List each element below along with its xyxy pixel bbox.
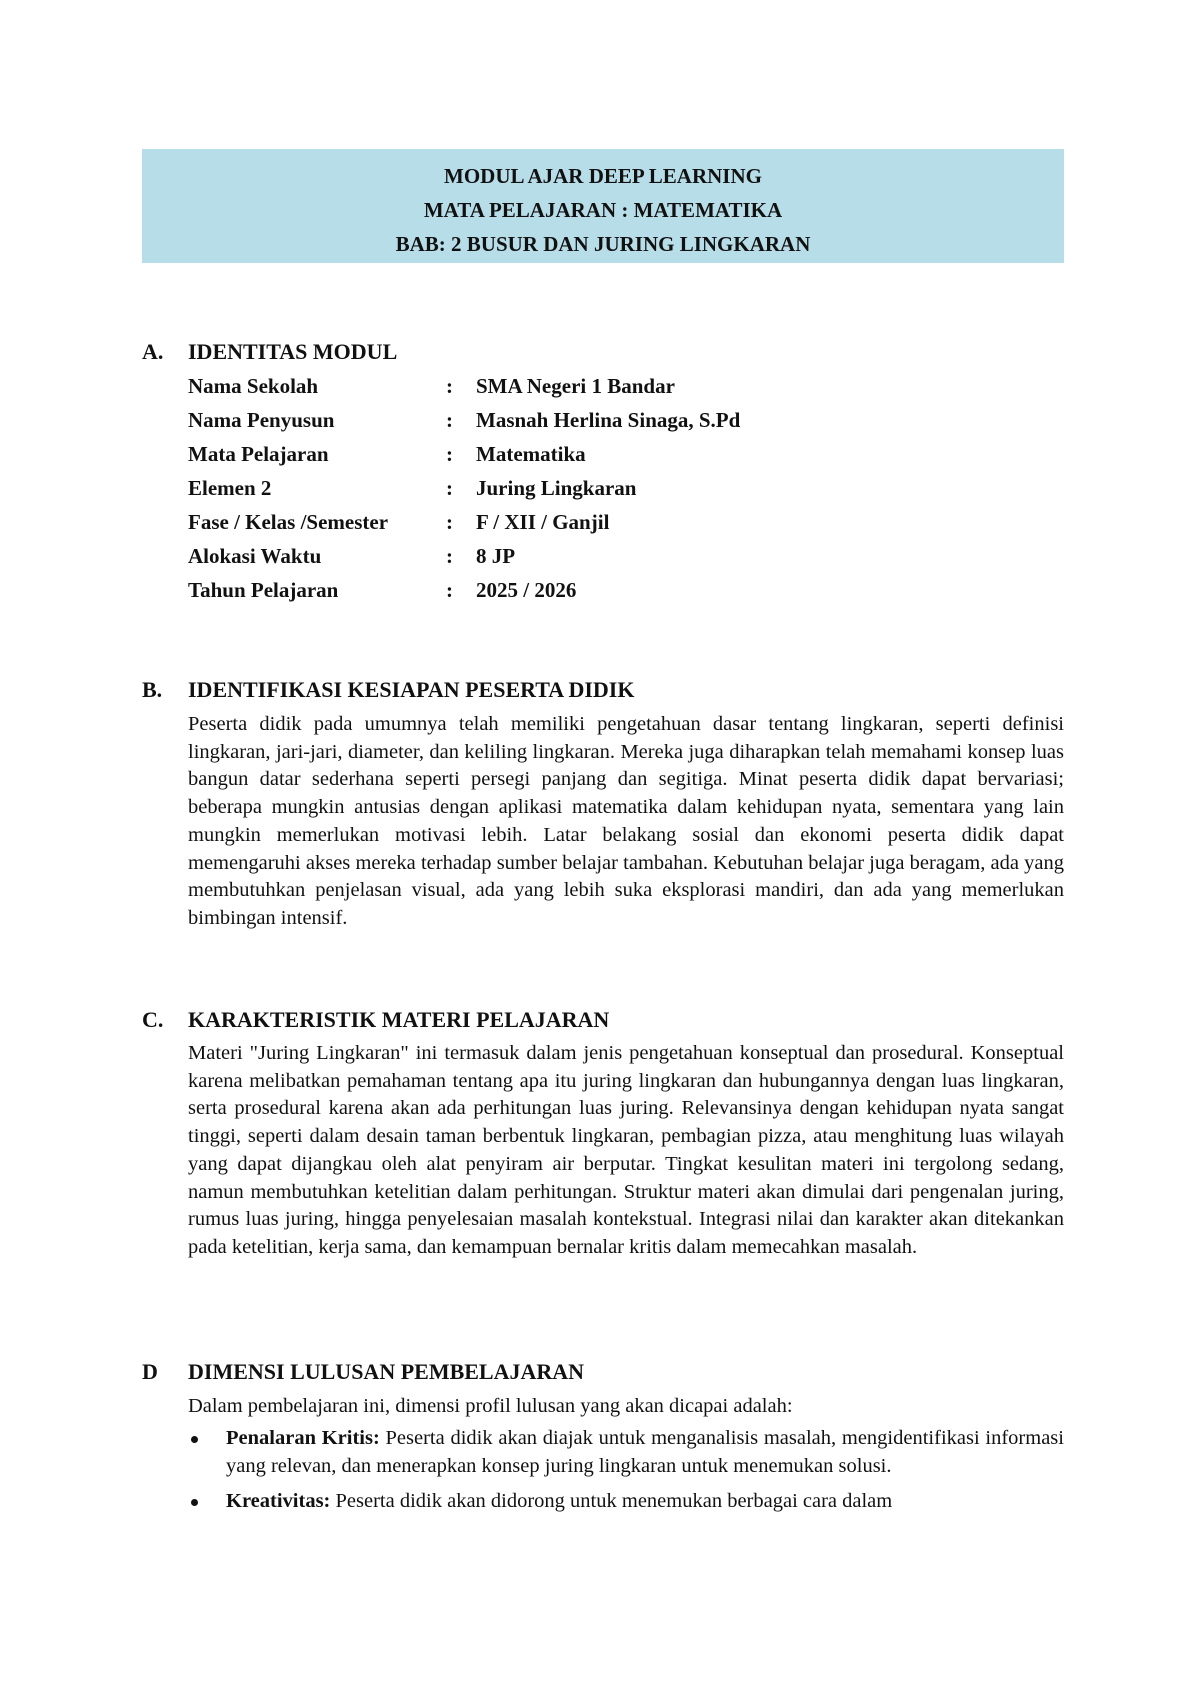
title-line-2: MATA PELAJARAN : MATEMATIKA	[423, 198, 783, 222]
section-a-heading	[142, 337, 397, 367]
module-title-banner	[142, 149, 1064, 263]
identity-row	[188, 369, 740, 403]
dimension-description: Peserta didik akan didorong untuk menemukan berbagai cara dalam	[330, 1490, 893, 1513]
section-b-letter: B.	[142, 677, 163, 702]
identity-colon: :	[446, 510, 453, 534]
identity-label: Elemen 2	[188, 476, 272, 500]
section-c-title: KARAKTERISTIK MATERI PELAJARAN	[188, 1007, 610, 1032]
section-c-paragraph: Materi "Juring Lingkaran" ini termasuk dalam jenis pengetahuan konseptual dan prosedural. Konseptual karena melibatkan pemahaman tentang apa itu juring lingkaran dan hubungannya dengan luas lingkaran, serta prosedural karena akan ada perhitungan luas juring. Relevansinya dengan kehidupan nyata sangat tinggi, seperti dalam desain taman berbentuk lingkaran, pembagian pizza, atau menghitung luas wilayah yang dapat dijangkau oleh alat penyiram air berputar. Tingkat kesulitan materi ini tergolong sedang, namun membutuhkan ketelitian dalam perhitungan. Struktur materi akan dimulai dari pengenalan juring, rumus luas juring, hingga penyelesaian masalah kontekstual. Integrasi nilai dan karakter akan ditekankan pada ketelitian, kerja sama, dan kemampuan bernalar kritis dalam memecahkan masalah.	[188, 1042, 1064, 1258]
section-a-title: IDENTITAS MODUL	[188, 339, 398, 364]
identity-value: 8 JP	[476, 544, 516, 568]
section-d-letter: D	[142, 1359, 158, 1384]
identity-colon: :	[446, 476, 453, 500]
identity-colon: :	[446, 374, 453, 398]
identity-label: Alokasi Waktu	[188, 544, 322, 568]
identity-label: Fase / Kelas /Semester	[188, 510, 389, 534]
identity-value: Masnah Herlina Sinaga, S.Pd	[476, 408, 741, 432]
section-c-heading	[142, 1005, 609, 1035]
section-d-title: DIMENSI LULUSAN PEMBELAJARAN	[188, 1359, 585, 1384]
bullet-icon	[191, 1436, 198, 1443]
identity-row	[188, 539, 740, 573]
identity-value: SMA Negeri 1 Bandar	[476, 374, 675, 398]
identity-row	[188, 403, 740, 437]
dimension-term: Penalaran Kritis:	[226, 1427, 380, 1449]
identity-value: 2025 / 2026	[476, 578, 577, 602]
identity-row	[188, 505, 740, 539]
identity-row	[188, 471, 740, 505]
section-b-paragraph: Peserta didik pada umumnya telah memiliki pengetahuan dasar tentang lingkaran, seperti definisi lingkaran, jari-jari, diameter, dan keliling lingkaran. Mereka juga diharapkan telah memahami konsep luas bangun datar sederhana seperti persegi panjang dan segitiga. Minat peserta didik dapat bervariasi; beberapa mungkin antusias dengan aplikasi matematika dalam kehidupan nyata, sementara yang lain mungkin memerlukan motivasi lebih. Latar belakang sosial dan ekonomi peserta didik dapat memengaruhi akses mereka terhadap sumber belajar tambahan. Kebutuhan belajar juga beragam, ada yang membutuhkan penjelasan visual, ada yang lebih suka eksplorasi mandiri, dan ada yang memerlukan bimbingan intensif.	[188, 713, 1064, 929]
identity-label: Nama Sekolah	[188, 374, 319, 398]
identity-label: Mata Pelajaran	[188, 442, 329, 466]
identity-label: Tahun Pelajaran	[188, 578, 339, 602]
list-item	[188, 1425, 1064, 1480]
identity-colon: :	[446, 442, 453, 466]
bullet-icon	[191, 1499, 198, 1506]
section-d-heading	[142, 1357, 584, 1387]
identity-colon: :	[446, 578, 453, 602]
identity-table	[188, 369, 740, 607]
dimension-term: Kreativitas:	[226, 1490, 331, 1513]
title-line-1: MODUL AJAR DEEP LEARNING	[444, 164, 762, 188]
identity-label: Nama Penyusun	[188, 408, 335, 432]
identity-row	[188, 437, 740, 471]
identity-colon: :	[446, 408, 453, 432]
list-item	[188, 1488, 1064, 1516]
identity-colon: :	[446, 544, 453, 568]
section-b-heading	[142, 675, 634, 705]
identity-value: Matematika	[476, 442, 586, 466]
identity-value: F / XII / Ganjil	[476, 510, 610, 534]
title-line-3: BAB: 2 BUSUR DAN JURING LINGKARAN	[395, 232, 811, 256]
section-c-letter: C.	[142, 1007, 164, 1032]
dimension-description: Peserta didik akan diajak untuk menganalisis masalah, mengidentifikasi informasi yang relevan, dan menerapkan konsep juring lingkaran untuk menemukan solusi.	[226, 1427, 1064, 1477]
graduate-dimension-list	[188, 1425, 1064, 1524]
section-b-title: IDENTIFIKASI KESIAPAN PESERTA DIDIK	[188, 677, 635, 702]
identity-row	[188, 573, 740, 607]
section-d-intro: Dalam pembelajaran ini, dimensi profil lulusan yang akan dicapai adalah:	[188, 1395, 793, 1417]
section-a-letter: A.	[142, 339, 164, 364]
identity-value: Juring Lingkaran	[476, 476, 637, 500]
